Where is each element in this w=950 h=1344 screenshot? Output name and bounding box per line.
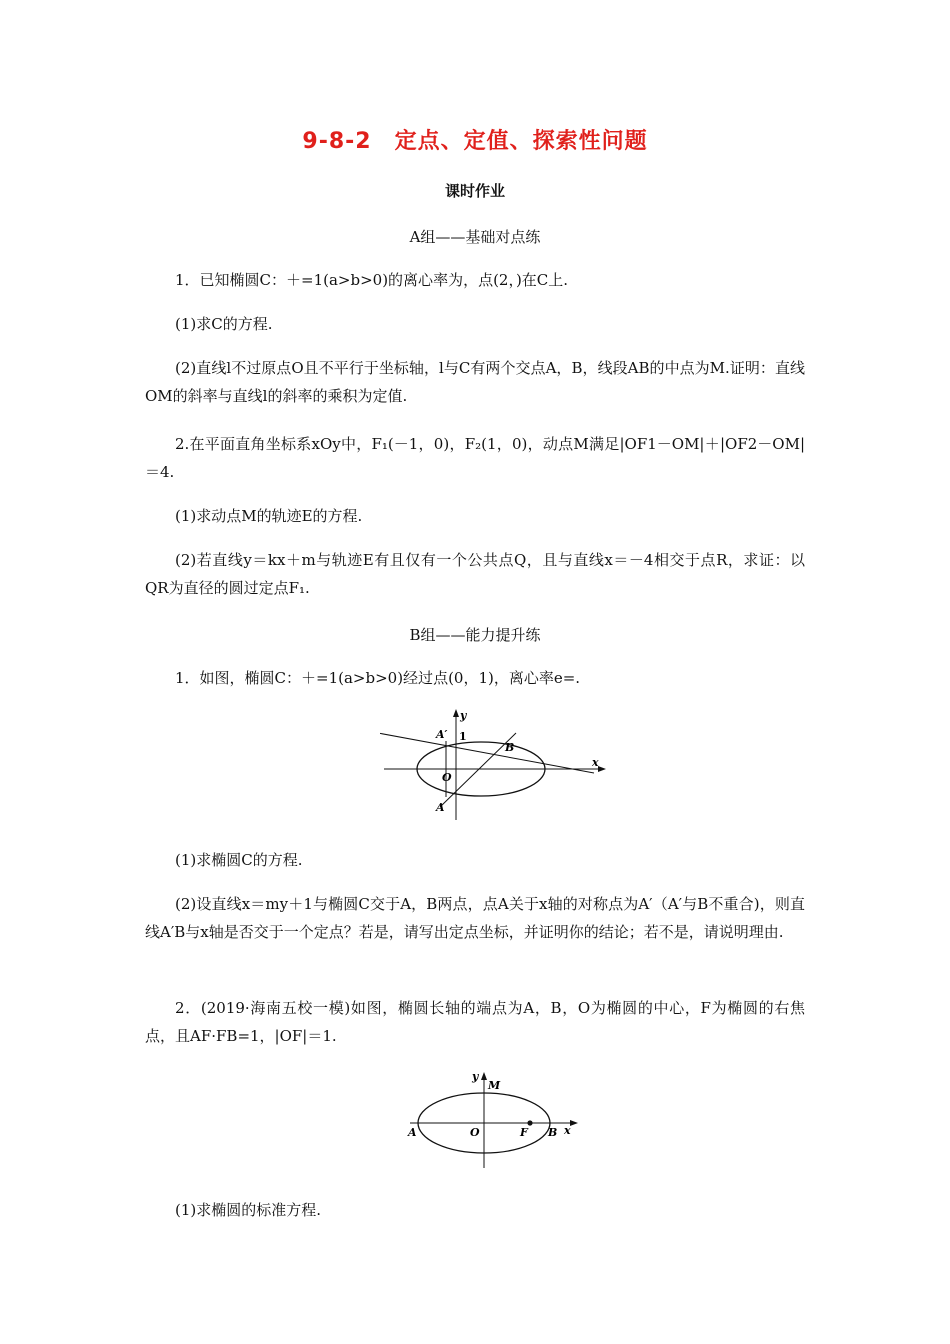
a-problem-1-stem: 1．已知椭圆C：＋=1(a>b>0)的离心率为，点(2，)在C上.	[175, 271, 569, 289]
page-title: 9-8-2 定点、定值、探索性问题	[302, 129, 648, 154]
fig1-label-a: A	[436, 801, 445, 814]
b-problem-1-part-1: (1)求椭圆C的方程.	[175, 851, 303, 869]
b-problem-1-part-2: (2)设直线x＝my＋1与椭圆C交于A，B两点，点A关于x轴的对称点为A′（A′与B不重合)，则直线A′B与x轴是否交于一个定点？若是，请写出定点坐标，并证明你的结论；若不是，请说明理由.	[145, 895, 805, 941]
fig1-label-a-prime: A′	[436, 728, 448, 741]
a-problem-2-part-1: (1)求动点M的轨迹E的方程.	[175, 507, 363, 525]
a-problem-2-stem: 2.在平面直角坐标系xOy中，F₁(－1，0)，F₂(1，0)，动点M满足|OF1－OM|＋|OF2－OM|＝4.	[145, 435, 805, 481]
fig1-label-y: y	[460, 709, 467, 722]
fig2-label-m: M	[488, 1079, 501, 1092]
fig1-label-x: x	[592, 756, 599, 769]
fig2-label-x: x	[564, 1124, 571, 1137]
page-subtitle: 课时作业	[444, 182, 505, 200]
b-problem-2-part-1: (1)求椭圆的标准方程.	[175, 1201, 322, 1219]
group-b-heading: B组——能力提升练	[409, 626, 541, 644]
a-problem-2-part-2: (2)若直线y＝kx＋m与轨迹E有且仅有一个公共点Q，且与直线x＝－4相交于点R，求证：以QR为直径的圆过定点F₁.	[145, 551, 805, 597]
a-problem-1-part-1: (1)求C的方程.	[175, 315, 273, 333]
fig2-label-f: F	[520, 1126, 528, 1139]
b-problem-2-stem: 2．(2019·海南五校一模)如图，椭圆长轴的端点为A，B，O为椭圆的中心，F为椭圆的右焦点，且AF·FB=1，|OF|＝1.	[145, 999, 805, 1045]
figure-2-ellipse	[404, 1068, 584, 1172]
fig2-label-b: B	[548, 1126, 558, 1139]
fig2-label-a: A	[408, 1126, 417, 1139]
a-problem-1-part-2: (2)直线l不过原点O且不平行于坐标轴，l与C有两个交点A，B，线段AB的中点为M.证明：直线OM的斜率与直线l的斜率的乘积为定值.	[145, 359, 805, 405]
fig1-label-o: O	[442, 771, 452, 784]
b-problem-1-stem: 1．如图，椭圆C：＋=1(a>b>0)经过点(0，1)，离心率e=.	[175, 669, 581, 687]
fig1-label-b: B	[505, 741, 515, 754]
fig1-label-one: 1	[459, 730, 467, 743]
figure-1-ellipse	[380, 705, 610, 825]
group-a-heading: A组——基础对点练	[409, 228, 541, 246]
fig2-label-o: O	[470, 1126, 480, 1139]
fig2-label-y: y	[472, 1070, 479, 1083]
